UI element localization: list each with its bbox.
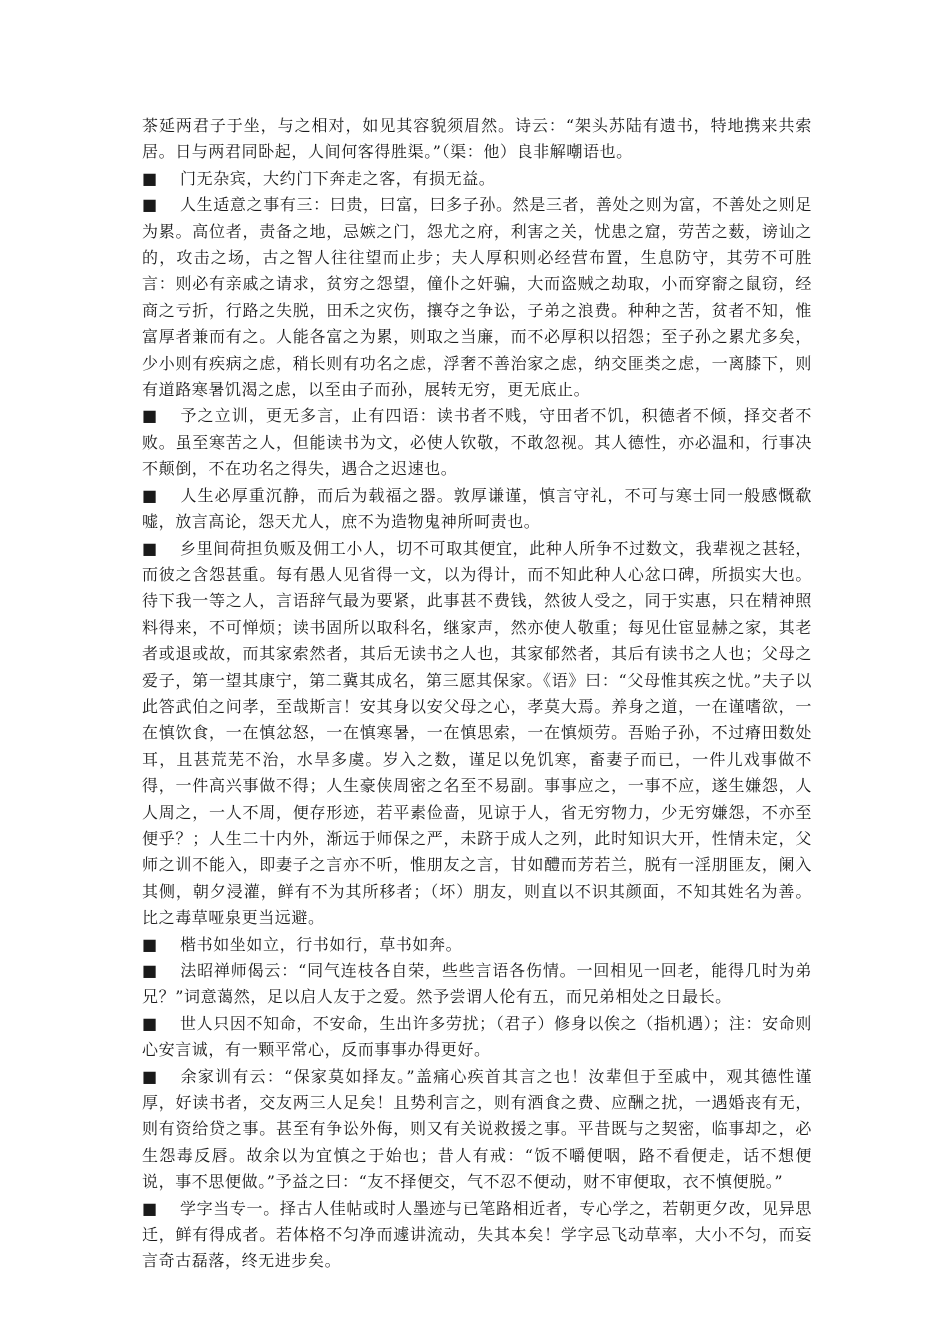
paragraph-text: 门无杂宾，大约门下奔走之客，有损无益。 [180,168,496,188]
paragraph [142,166,812,192]
document-page [142,113,812,1275]
square-bullet-icon: ■ [142,195,158,215]
square-bullet-icon: ■ [142,934,158,954]
paragraph [142,192,812,403]
paragraph-text: 人生必厚重沉静，而后为载福之器。敦厚谦谨，慎言守礼，不可与寒士同一般感慨欷嘘，放言高论，怨天尤人，庶不为造物鬼神所呵责也。 [142,485,812,532]
paragraph [142,536,812,932]
paragraph [142,1064,812,1196]
paragraph [142,958,812,1011]
square-bullet-icon: ■ [142,485,158,505]
square-bullet-icon: ■ [142,1013,158,1033]
paragraph-text: 人生适意之事有三：曰贵，曰富，曰多子孙。然是三者，善处之则为富，不善处之则足为累。高位者，责备之地，忌嫉之门，怨尤之府，利害之关，忧患之窟，劳苦之薮，谤讪之的，攻击之场，古之智人往往望而止步；夫人厚积则必经营布置，生息防守，其劳不可胜言：则必有亲戚之请求，贫穷之怨望，僮仆之奸骗，大而盗贼之劫取，小而穿窬之鼠窃，经商之亏折，行路之失脱，田禾之灾伤，攘夺之争讼，子弟之浪费。种种之苦，贫者不知，惟富厚者兼而有之。人能各富之为累，则取之当廉，而不必厚积以招怨；至子孙之累尤多矣，少小则有疾病之虑，稍长则有功名之虑，浮奢不善治家之虑，纳交匪类之虑，一离膝下，则有道路寒暑饥渴之虑，以至由子而孙，展转无穷，更无底止。 [142,195,812,400]
square-bullet-icon: ■ [142,1198,158,1218]
paragraph [142,113,812,166]
square-bullet-icon: ■ [142,1066,158,1086]
paragraph [142,1196,812,1275]
paragraph-text: 法昭禅师偈云：“同气连枝各自荣，些些言语各伤情。一回相见一回老，能得几时为弟兄？”词意蔼然，足以启人友于之爱。然予尝谓人伦有五，而兄弟相处之日最长。 [142,961,812,1007]
paragraph-text: 乡里间荷担负贩及佣工小人，切不可取其便宜，此种人所争不过数文，我辈视之甚轻，而彼之含怨甚重。每有愚人见省得一文，以为得计，而不知此种人心忿口碑，所损实大也。待下我一等之人，言语辞气最为要紧，此事甚不费钱，然彼人受之，同于实惠，只在精神照料得来，不可惮烦；读书固所以取科名，继家声，然亦使人敬重；每见仕宦显赫之家，其老者或退或故，而其家索然者，其后无读书之人也，其家郁然者，其后有读书之人也；父母之爱子，第一望其康宁，第二冀其成名，第三愿其保家。《语》曰：“父母惟其疾之忧。”夫子以此答武伯之问孝，至哉斯言！安其身以安父母之心，孝莫大焉。养身之道，一在谨嗜欲，一在慎饮食，一在慎忿怒，一在慎寒暑，一在慎思索，一在慎烦劳。吾贻子孙，不过瘠田数处耳，且甚荒芜不治，水旱多虞。岁入之数，谨足以免饥寒，畜妻子而已，一件儿戏事做不得，一件高兴事做不得；人生豪侠周密之名至不易副。事事应之，一事不应，遂生嫌怨，人人周之，一人不周，便存形迹，若平素俭啬，见谅于人，省无穷物力，少无穷嫌怨，不亦至便乎？；人生二十内外，渐远于师保之严，未跻于成人之列，此时知识大开，性情未定，父师之训不能入，即妻子之言亦不听，惟朋友之言，甘如醴而芳若兰，脱有一淫朋匪友，阑入其侧，朝夕浸灌，鲜有不为其所移者；（坏）朋友，则直以不识其颜面，不知其姓名为善。比之毒草哑泉更当远避。 [142,538,812,928]
paragraph-text: 学字当专一。择古人佳帖或时人墨迹与已笔路相近者，专心学之，若朝更夕改，见异思迁，鲜有得成者。若体格不匀净而遽讲流动，失其本矣！学字忌飞动草率，大小不匀，而妄言奇古磊落，终无进步矣。 [142,1198,812,1271]
paragraph-text: 楷书如坐如立，行书如行，草书如奔。 [180,934,463,954]
paragraph [142,483,812,536]
square-bullet-icon: ■ [142,538,158,558]
paragraph [142,1011,812,1064]
paragraph [142,932,812,958]
paragraph [142,403,812,482]
paragraph-text: 予之立训，更无多言，止有四语：读书者不贱，守田者不饥，积德者不倾，择交者不败。虽至寒苦之人，但能读书为文，必使人钦敬，不敢忽视。其人德性，亦必温和，行事决不颠倒，不在功名之得失，遇合之迟速也。 [142,406,812,479]
paragraph-text: 茶延两君子于坐，与之相对，如见其容貌须眉然。诗云：“架头苏陆有遗书，特地携来共索居。日与两君同卧起，人间何客得胜渠。”（渠：他）良非解嘲语也。 [142,116,812,162]
square-bullet-icon: ■ [142,961,158,980]
square-bullet-icon: ■ [142,406,158,426]
paragraph-text: 余家训有云：“保家莫如择友。”盖痛心疾首其言之也！汝辈但于至戚中，观其德性谨厚，好读书者，交友两三人足矣！且势利言之，则有酒食之费、应酬之扰，一遇婚丧有无，则有资给贷之事。甚至有争讼外侮，则又有关说救援之事。平昔既与之契密，临事却之，必生怨毒反唇。故余以为宜慎之于始也；昔人有戒：“饭不嚼便咽，路不看便走，话不想便说，事不思便做。”予益之曰：“友不择便交，气不忍不便动，财不审便取，衣不慎便脱。” [142,1066,812,1192]
paragraph-text: 世人只因不知命，不安命，生出许多劳扰；（君子）修身以俟之（指机遇）；注：安命则心安言诚，有一颗平常心，反而事事办得更好。 [142,1013,812,1060]
square-bullet-icon: ■ [142,168,158,188]
